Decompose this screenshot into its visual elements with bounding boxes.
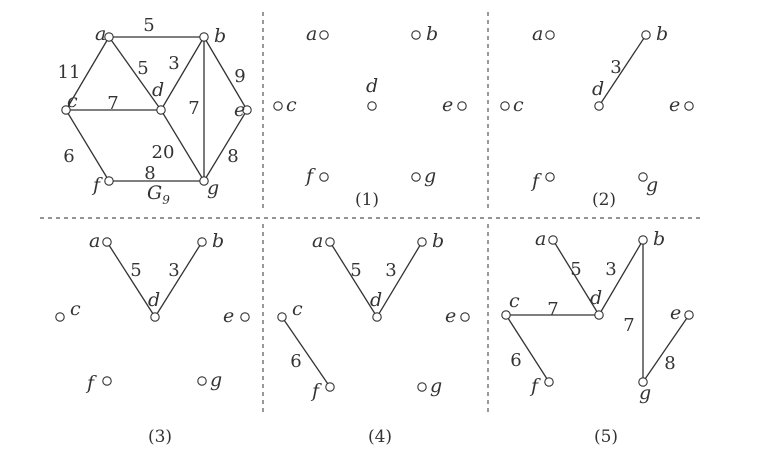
vertex-label-e: e xyxy=(442,94,454,116)
weight-c-d: 7 xyxy=(547,299,559,320)
node-f xyxy=(105,177,113,185)
weight-c-f: 6 xyxy=(290,351,302,372)
vertex-label-f: f xyxy=(306,165,314,187)
weight-a-c: 11 xyxy=(57,62,81,83)
vertex-label-c: c xyxy=(286,94,297,116)
panel-p3 xyxy=(56,230,249,394)
node-d xyxy=(157,106,165,114)
vertex-label-c: c xyxy=(292,298,303,320)
edge-b-d xyxy=(377,242,422,317)
vertex-label-c: c xyxy=(67,90,78,112)
weight-f-g: 8 xyxy=(144,163,156,184)
weight-e-g: 8 xyxy=(664,353,676,374)
vertex-label-d: d xyxy=(370,289,383,311)
vertex-label-d: d xyxy=(366,75,379,97)
weight-c-d: 7 xyxy=(107,93,119,114)
vertex-label-d: d xyxy=(152,79,165,101)
vertex-label-e: e xyxy=(223,305,235,327)
vertex-label-a: a xyxy=(535,228,547,250)
weight-b-d: 3 xyxy=(605,259,617,280)
node-d xyxy=(595,102,603,110)
weight-b-e: 9 xyxy=(234,66,246,87)
vertex-label-e: e xyxy=(670,302,682,324)
vertex-label-g: g xyxy=(210,369,223,391)
weight-b-d: 3 xyxy=(610,57,622,78)
node-b xyxy=(418,238,426,246)
node-c xyxy=(501,102,509,110)
node-b xyxy=(642,31,650,39)
weight-a-d: 5 xyxy=(137,58,149,79)
caption-panel-2: (2) xyxy=(591,190,617,210)
vertex-label-g: g xyxy=(207,177,220,199)
node-e xyxy=(685,102,693,110)
graph-name-letter: G xyxy=(147,182,163,204)
vertex-label-b: b xyxy=(214,25,227,47)
graph-name-subscript: 9 xyxy=(162,193,170,207)
node-g xyxy=(198,377,206,385)
node-d xyxy=(151,313,159,321)
edge-c-f xyxy=(282,317,330,387)
node-b xyxy=(198,238,206,246)
caption-panel-3: (3) xyxy=(147,427,173,447)
vertex-label-g: g xyxy=(430,375,443,397)
weight-b-d: 3 xyxy=(168,53,180,74)
vertex-label-g: g xyxy=(646,174,659,196)
node-a xyxy=(326,238,334,246)
node-b xyxy=(412,31,420,39)
node-d xyxy=(373,313,381,321)
node-f xyxy=(103,377,111,385)
node-g xyxy=(418,383,426,391)
caption-panel-5: (5) xyxy=(593,427,619,447)
vertex-label-d: d xyxy=(590,287,603,309)
panel-p2 xyxy=(501,23,693,196)
vertex-label-a: a xyxy=(312,230,324,252)
vertex-label-a: a xyxy=(306,23,318,45)
vertex-label-a: a xyxy=(532,23,544,45)
vertex-label-b: b xyxy=(656,23,669,45)
edge-c-f xyxy=(506,315,549,382)
weight-d-g: 20 xyxy=(151,142,175,163)
vertex-label-c: c xyxy=(509,290,520,312)
weight-b-g: 7 xyxy=(188,98,200,119)
weight-b-d: 3 xyxy=(168,260,180,281)
node-f xyxy=(320,173,328,181)
caption-panel-1: (1) xyxy=(354,190,380,210)
vertex-label-b: b xyxy=(426,23,439,45)
node-e xyxy=(685,311,693,319)
weight-a-d: 5 xyxy=(130,260,142,281)
vertex-label-d: d xyxy=(148,289,161,311)
node-f xyxy=(545,378,553,386)
weight-c-f: 6 xyxy=(63,146,75,167)
weight-b-g: 7 xyxy=(623,315,635,336)
vertex-label-f: f xyxy=(93,174,101,196)
node-b xyxy=(200,33,208,41)
vertex-label-f: f xyxy=(312,380,320,402)
node-g xyxy=(412,173,420,181)
node-b xyxy=(639,236,647,244)
panel-g9 xyxy=(58,15,252,199)
node-f xyxy=(326,383,334,391)
node-c xyxy=(274,102,282,110)
node-e xyxy=(241,313,249,321)
caption-panel-4: (4) xyxy=(367,427,393,447)
vertex-label-d: d xyxy=(592,78,605,100)
vertex-label-a: a xyxy=(95,23,107,45)
node-c xyxy=(56,313,64,321)
node-c xyxy=(502,311,510,319)
edge-b-d xyxy=(599,35,646,106)
weight-b-d: 3 xyxy=(385,260,397,281)
weight-a-b: 5 xyxy=(143,15,155,36)
weight-e-g: 8 xyxy=(227,146,239,167)
vertex-label-e: e xyxy=(669,94,681,116)
vertex-label-b: b xyxy=(212,230,225,252)
node-a xyxy=(320,31,328,39)
node-e xyxy=(458,102,466,110)
panel-p1 xyxy=(274,23,466,187)
node-d xyxy=(368,102,376,110)
weight-a-d: 5 xyxy=(350,260,362,281)
graph-name xyxy=(147,182,170,207)
vertex-label-a: a xyxy=(89,230,101,252)
node-f xyxy=(546,173,554,181)
vertex-label-g: g xyxy=(639,382,652,404)
vertex-label-e: e xyxy=(234,99,246,121)
weight-a-d: 5 xyxy=(570,259,582,280)
vertex-label-f: f xyxy=(87,372,95,394)
vertex-label-c: c xyxy=(70,298,81,320)
panel-p5 xyxy=(502,228,693,404)
weight-c-f: 6 xyxy=(510,350,522,371)
node-c xyxy=(278,313,286,321)
vertex-label-g: g xyxy=(424,165,437,187)
vertex-label-f: f xyxy=(532,170,540,192)
node-a xyxy=(546,31,554,39)
node-e xyxy=(461,313,469,321)
vertex-label-e: e xyxy=(445,305,457,327)
vertex-label-f: f xyxy=(531,375,539,397)
vertex-label-b: b xyxy=(432,230,445,252)
node-d xyxy=(595,311,603,319)
vertex-label-b: b xyxy=(653,228,666,250)
vertex-label-c: c xyxy=(513,94,524,116)
panel-p4 xyxy=(278,230,469,402)
node-a xyxy=(103,238,111,246)
node-a xyxy=(549,236,557,244)
